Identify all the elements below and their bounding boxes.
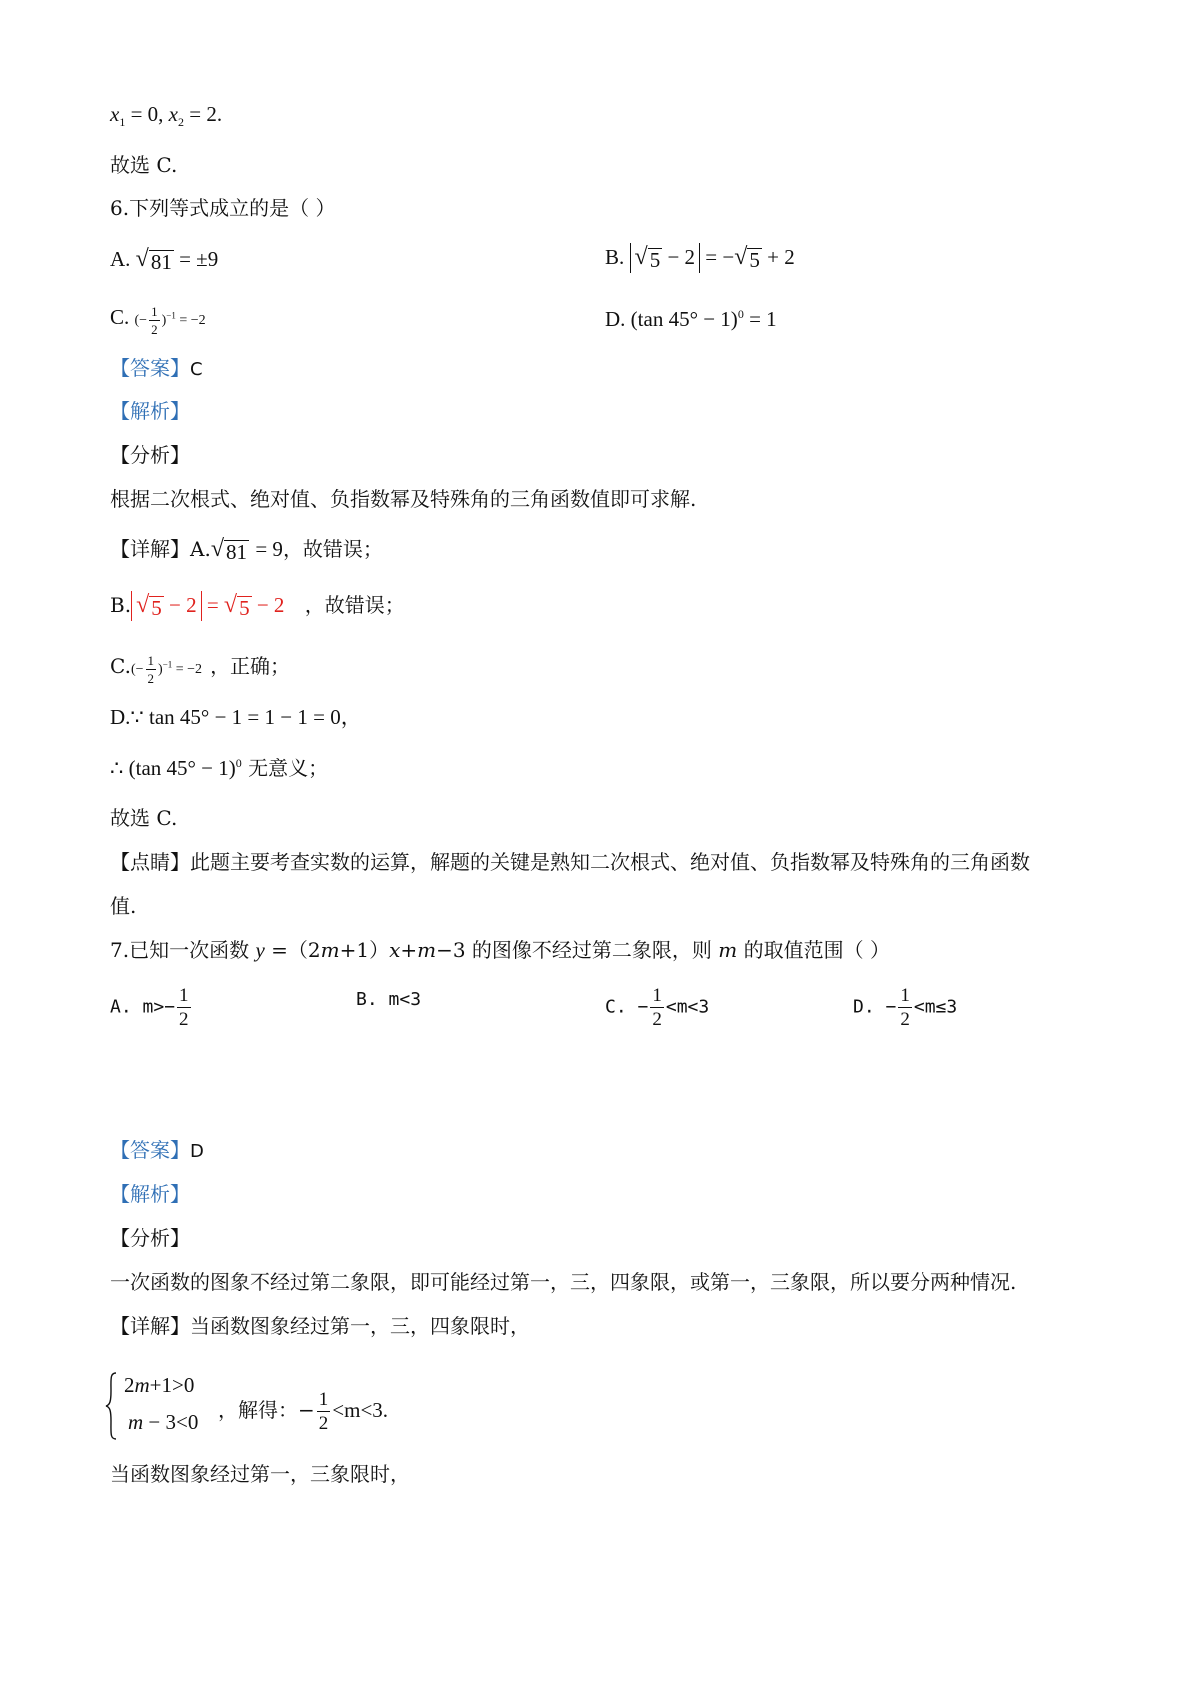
solve-fraction [317, 1390, 331, 1433]
system-line-2 [128, 1408, 198, 1436]
q6-d-rhs: = 1 [743, 307, 777, 331]
q6-detail-b-post: ，故错误； [304, 593, 405, 617]
q6-detail-c-pre: C. [110, 654, 131, 678]
q6-detail-d2-pre: ∴ (tan 45° − 1) [110, 756, 236, 780]
q6-detail-a-pre: A. [190, 537, 211, 561]
q6-detail-b-inner: − 2 [168, 593, 197, 617]
q7-a-pre: m>− [142, 996, 176, 1018]
q6-b-rhs-sqrt: √ 5 [734, 244, 760, 272]
q6-c-rhs: = −2 [175, 313, 206, 328]
solve-pre: ，解得：− [218, 1398, 315, 1422]
q6-detail-b-rhs-sqrt: √ 5 [223, 592, 250, 620]
q6-detail-a-post: ，故错误； [282, 537, 383, 561]
q7-stem-m3: m [718, 938, 738, 962]
solve-post: <m<3. [332, 1398, 389, 1422]
q6-analysis-tag: 【解析】 [110, 399, 190, 423]
q7-a-num: 1 [179, 985, 189, 1006]
sys2-rest: − 3<0 [143, 1410, 199, 1434]
q6-detail-b-sqrt: √ 5 [136, 592, 162, 620]
q6-detail-a-rhs: = 9 [255, 537, 283, 561]
q7-detail-text: 当函数图象经过第一，三，四象限时， [190, 1314, 530, 1338]
sys1-m: m [134, 1373, 150, 1397]
q7-c-den: 2 [652, 1009, 662, 1030]
q7-detail [110, 1312, 530, 1340]
q6-detail-c-num: 1 [147, 653, 155, 669]
q6-dianjing [110, 848, 1030, 876]
var-x1: x [110, 102, 120, 126]
q6-detail-tag: 【详解】 [110, 537, 190, 561]
q7-stem-m2: m [417, 938, 437, 962]
q7-detail-tag: 【详解】 [110, 1314, 190, 1338]
q6-detail-b-abs [131, 591, 202, 621]
q7-d-pre: − [885, 996, 897, 1018]
q6-detail-a-radicand: 81 [225, 540, 247, 564]
q7-c-fraction [650, 986, 664, 1029]
value-1: = 0, [130, 102, 164, 126]
q6-answer-value: C [190, 359, 203, 380]
q6-c-post: ) [161, 313, 167, 328]
q7-stem-m1: m [320, 938, 340, 962]
sys2-m: m [128, 1410, 144, 1434]
sub-2: 2 [178, 115, 184, 130]
q6-detail-b-radicand: 5 [151, 596, 162, 620]
q6-c-exp: −1 [166, 310, 176, 321]
q7-option-b [356, 986, 421, 1014]
solve-line [218, 1390, 388, 1433]
q7-stem-pre: 7.已知一次函数 [110, 938, 256, 962]
var-x2: x [168, 102, 178, 126]
q6-c-pre: (− [134, 313, 148, 328]
q6-detail-c-den: 2 [147, 671, 155, 687]
q6-b-abs [630, 243, 701, 273]
q6-detail-c-m1: (− [130, 662, 144, 677]
q7-stem-mid4: −3 的图像不经过第二象限，则 [436, 938, 719, 962]
q7-stem-mid1: =（2 [264, 938, 321, 962]
q6-b-label: B. [605, 245, 625, 269]
value-2: = 2. [189, 102, 223, 126]
q6-detail-b-eq: = [206, 593, 219, 617]
q6-b-rhs-radicand: 5 [749, 248, 760, 272]
q7-c-num: 1 [652, 985, 662, 1006]
sys1-coef: 2 [124, 1373, 135, 1397]
q6-fenxi-text: 根据二次根式、绝对值、负指数幂及特殊角的三角函数值即可求解. [110, 487, 697, 511]
q6-detail-c-exp: −1 [162, 659, 173, 670]
q6-detail-c-post: ，正确； [210, 654, 291, 678]
q6-detail-b-rhs-radicand: 5 [239, 596, 250, 620]
q7-c-post: <m<3 [665, 996, 710, 1018]
q6-c-num: 1 [151, 304, 158, 320]
q7-answer [110, 1136, 204, 1166]
left-brace-icon [104, 1371, 118, 1441]
sys1-rest: +1>0 [149, 1373, 195, 1397]
q6-b-radicand: 5 [649, 248, 661, 272]
q6-d-expr: (tan 45° − 1) [630, 307, 738, 331]
q6-detail-c-m2: ) [158, 662, 163, 677]
q6-fenxi-tag: 【分析】 [110, 443, 190, 467]
q6-b-tail: + 2 [767, 245, 795, 269]
q6-detail-c-expr [130, 653, 203, 687]
q6-detail-c [110, 652, 290, 685]
q6-detail-c-fraction [146, 654, 157, 685]
q6-dianjing-text: 此题主要考查实数的运算，解题的关键是熟知二次根式、绝对值、负指数幂及特殊角的三角函数 [190, 850, 1030, 874]
q6-detail-d2-post: 无意义； [241, 756, 329, 780]
q7-last-line: 当函数图象经过第一，三象限时， [110, 1462, 410, 1486]
solve-den: 2 [318, 1413, 329, 1434]
q6-choose: 故选 C. [110, 806, 178, 830]
q6-a-sqrt: √ 81 [135, 246, 172, 274]
q7-analysis-tag: 【解析】 [110, 1182, 190, 1206]
q6-detail-a [110, 535, 383, 563]
q7-c-pre: − [637, 996, 649, 1018]
q6-b-sqrt: √ 5 [634, 244, 661, 272]
q7-option-d [853, 986, 957, 1029]
q6-c-label: C. [110, 305, 130, 329]
q7-d-num: 1 [900, 985, 910, 1006]
q6-option-a [110, 245, 218, 273]
q7-a-label: A. [110, 996, 132, 1018]
q7-answer-tag: 【答案】 [110, 1138, 190, 1162]
q7-option-c [605, 986, 709, 1029]
q7-stem [110, 936, 890, 964]
q6-detail-d: D.∵ tan 45° − 1 = 1 − 1 = 0， [110, 705, 362, 729]
q6-detail-d2-exp: 0 [235, 756, 242, 770]
q7-b-text: m<3 [388, 989, 422, 1010]
q6-c-expr [134, 304, 206, 338]
q7-fenxi-text: 一次函数的图象不经过第二象限，即可能经过第一，三，四象限，或第一，三象限，所以要分两种情况. [110, 1270, 1017, 1294]
q6-dianjing-2: 值. [110, 894, 137, 918]
q7-stem-mid3: + [400, 938, 418, 962]
q6-detail-b-pre: B. [110, 593, 132, 617]
q7-d-label: D. [853, 996, 875, 1018]
q6-d-label: D. [605, 307, 626, 331]
q6-stem: 6.下列等式成立的是（ ） [110, 196, 336, 220]
q6-option-d [605, 305, 777, 333]
q7-stem-y: y [255, 938, 265, 962]
q6-answer [110, 354, 203, 384]
q6-detail-c-rhs: = −2 [172, 662, 203, 677]
q7-stem-mid2: +1） [339, 938, 390, 962]
q6-option-b [605, 243, 795, 273]
q7-stem-x: x [389, 938, 401, 962]
q7-c-label: C. [605, 996, 627, 1018]
q7-d-den: 2 [900, 1009, 910, 1030]
q7-d-fraction [898, 986, 912, 1029]
system-line-1 [124, 1371, 194, 1399]
q6-c-fraction [149, 305, 160, 336]
q7-b-label: B. [356, 989, 378, 1010]
q6-dianjing-tag: 【点睛】 [110, 850, 190, 874]
q6-detail-a-sqrt: √ 81 [210, 536, 247, 564]
q7-stem-post: 的取值范围（ ） [737, 938, 890, 962]
q7-a-fraction [177, 986, 191, 1029]
q6-a-radicand: 81 [150, 250, 172, 274]
q6-detail-b-rhs-tail: − 2 [256, 593, 285, 617]
q6-b-rhs: = − [705, 245, 735, 269]
q7-d-post: <m≤3 [913, 996, 958, 1018]
q6-d-exp: 0 [737, 307, 744, 321]
q7-fenxi-tag: 【分析】 [110, 1226, 190, 1250]
q6-b-inner: − 2 [667, 245, 696, 269]
q6-c-den: 2 [151, 322, 158, 338]
q6-detail-b-expr [131, 592, 285, 620]
solve-num: 1 [318, 1389, 329, 1410]
q6-answer-tag: 【答案】 [110, 356, 190, 380]
q7-answer-value: D [190, 1141, 204, 1162]
q7-a-den: 2 [179, 1009, 189, 1030]
sub-1: 1 [119, 115, 126, 130]
q6-a-label: A. [110, 247, 131, 271]
choose-c-top: 故选 C. [110, 153, 178, 177]
q6-detail-d2 [110, 754, 328, 782]
q6-option-c [110, 303, 206, 336]
q6-a-rhs: = ±9 [179, 247, 219, 271]
q7-option-a [110, 986, 193, 1029]
roots-line [110, 100, 222, 128]
q6-detail-b [110, 591, 405, 621]
